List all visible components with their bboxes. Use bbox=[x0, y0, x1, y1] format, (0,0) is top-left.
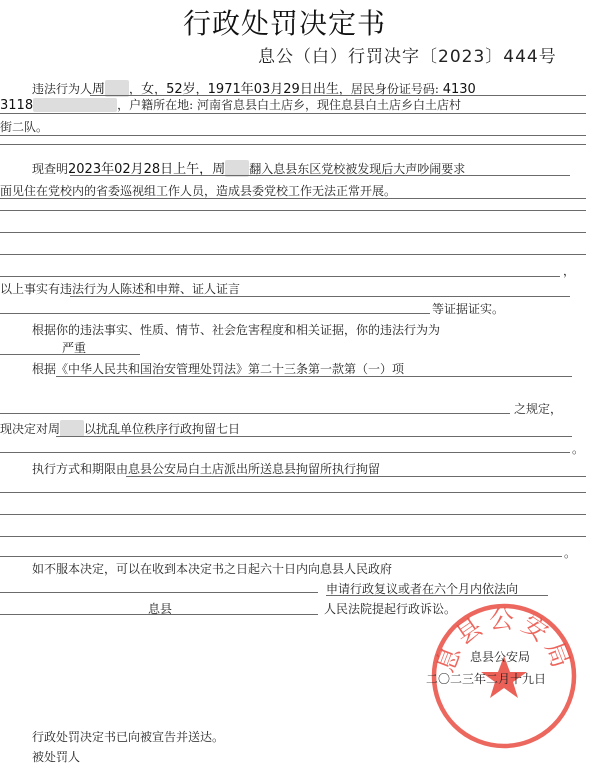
execution-line bbox=[32, 460, 380, 477]
facts-date: 2023年02月28日上午， bbox=[68, 162, 213, 177]
evidence-line-2: 等证据证实。 bbox=[432, 302, 505, 316]
appeal-line-1: 如不服本决定，可以在收到本决定书之日起六十日内向息县人民政府 bbox=[32, 562, 393, 576]
rule bbox=[0, 254, 586, 255]
facts-label: 现查明 bbox=[32, 162, 69, 176]
law-suffix: 之规定， bbox=[514, 402, 563, 416]
rule bbox=[56, 436, 572, 437]
rule bbox=[0, 556, 562, 557]
rule bbox=[0, 210, 586, 211]
evidence-line-1: 以上事实有违法行为人陈述和申辩、证人证言 bbox=[0, 282, 241, 296]
rule bbox=[0, 514, 586, 515]
signature-agency: 息县公安局 bbox=[470, 650, 531, 664]
signature-date: 二〇二三年二月十九日 bbox=[426, 672, 547, 686]
decision-end: 。 bbox=[572, 442, 585, 456]
rule bbox=[326, 595, 548, 596]
decision-text: 以扰乱单位秩序行政拘留七日 bbox=[84, 422, 241, 436]
document-title: 行政处罚决定书 bbox=[183, 7, 387, 40]
rule bbox=[70, 175, 570, 176]
rule bbox=[0, 276, 560, 277]
redacted-name bbox=[60, 420, 84, 437]
finding-line-1: 根据你的违法事实、性质、情节、社会危害程度和相关证据，你的违法行为为 bbox=[32, 323, 441, 337]
footer-recipient: 被处罚人 bbox=[32, 750, 81, 764]
finding-degree: 严重 bbox=[62, 341, 87, 355]
execution-end: 。 bbox=[564, 546, 577, 560]
appeal-line-3: 人民法院提起行政诉讼。 bbox=[324, 602, 457, 616]
facts-comma: ， bbox=[563, 264, 576, 278]
execution-text: 由息县公安局白土店派出所送息县拘留所执行拘留 bbox=[116, 462, 381, 476]
rule bbox=[70, 296, 570, 297]
rule bbox=[0, 144, 586, 145]
rule bbox=[0, 313, 430, 314]
party-label: 违法行为人 bbox=[32, 82, 93, 96]
party-hukou: 户籍所在地: 河南省息县白土店乡，现住息县白土店乡白土店村 bbox=[129, 98, 461, 112]
decision-name: 周 bbox=[48, 422, 61, 436]
footer-delivered: 行政处罚决定书已向被宣告并送达。 bbox=[32, 730, 225, 744]
redacted-id bbox=[33, 98, 117, 112]
document-number: 息公（白）行罚决字〔2023〕444号 bbox=[258, 47, 557, 67]
rule bbox=[126, 476, 586, 477]
rule bbox=[0, 413, 510, 414]
facts-name: 周 bbox=[212, 162, 226, 177]
party-name: 周 bbox=[92, 82, 106, 97]
rule bbox=[0, 614, 318, 615]
execution-label: 执行方式和期限 bbox=[32, 462, 117, 476]
party-gender: 女 bbox=[141, 82, 155, 97]
appeal-line-2: 申请行政复议或者在六个月内依法向 bbox=[326, 582, 519, 596]
rule bbox=[0, 135, 586, 136]
seal-text: 息县公安局 bbox=[430, 605, 578, 677]
rule bbox=[0, 113, 586, 114]
party-birth: 1971年03月29日出生 bbox=[207, 82, 339, 97]
facts-line-2: 面见住在党校内的省委巡视组工作人员，造成县委党校工作无法正常开展。 bbox=[0, 184, 397, 198]
appeal-court: 息县 bbox=[148, 602, 173, 616]
rule bbox=[0, 492, 586, 493]
rule bbox=[0, 536, 586, 537]
rule bbox=[56, 376, 572, 377]
decision-prefix: 现决定对 bbox=[0, 422, 49, 436]
party-id-label: 居民身份证号码: bbox=[350, 82, 439, 96]
rule bbox=[0, 354, 140, 355]
law-line-1: 根据《中华人民共和国治安管理处罚法》第二十三条第一款第（一）项 bbox=[32, 362, 405, 376]
party-hukou-cont: 街二队。 bbox=[0, 120, 49, 134]
decision-line bbox=[0, 420, 240, 437]
party-id-end: 3118 bbox=[0, 98, 34, 113]
rule bbox=[0, 198, 586, 199]
rule bbox=[0, 452, 570, 453]
party-age: 52岁 bbox=[166, 82, 196, 97]
rule bbox=[0, 232, 586, 233]
party-line-1: 违法行为人周 ，女，52岁，1971年03月29日出生，居民身份证号码: 4130 bbox=[32, 82, 476, 97]
party-id-start: 4130 bbox=[442, 82, 476, 97]
facts-text: 翻入息县东区党校被发现后大声吵闹要求 bbox=[249, 162, 466, 176]
rule bbox=[0, 592, 318, 593]
party-line-2: 3118 ，户籍所在地: 河南省息县白土店乡，现住息县白土店乡白土店村 bbox=[0, 98, 461, 113]
